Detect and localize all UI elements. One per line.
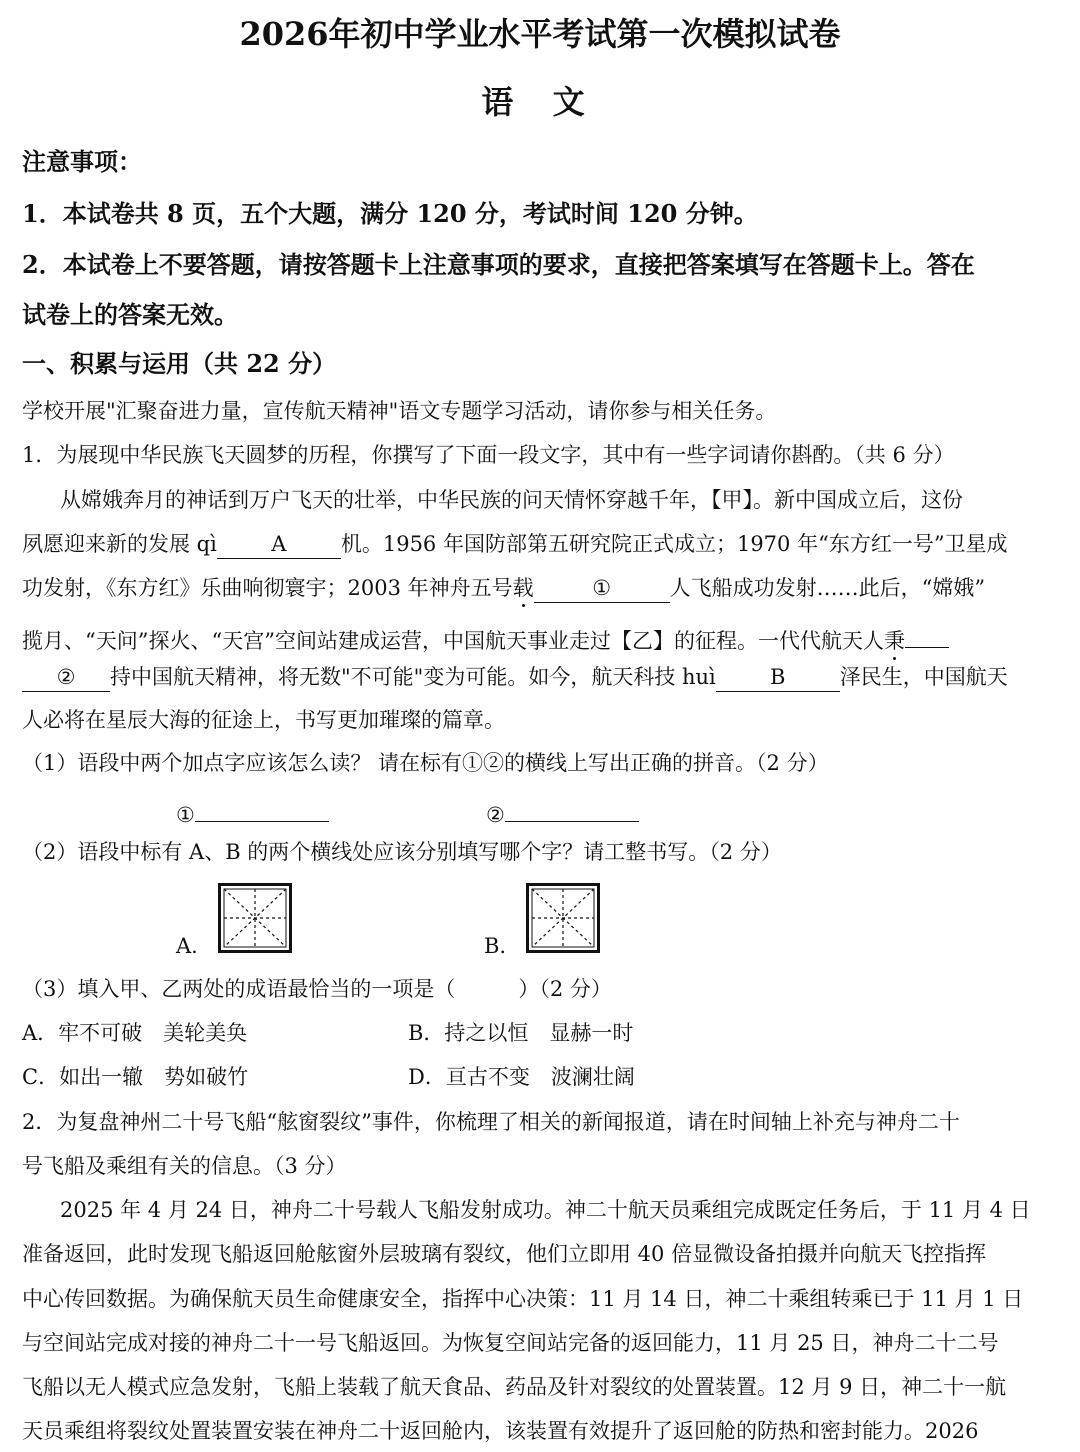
pinyin-blank-1[interactable] <box>195 797 329 822</box>
blank-b[interactable]: B <box>716 667 840 692</box>
dotted-char-zai: 载 <box>512 576 534 600</box>
pinyin-answer-1 <box>176 797 329 826</box>
passage-text: 揽月、“天问”探火、“天宫”空间站建成运营，中国航天事业走过【乙】的征程。一代代航天人 <box>22 629 884 653</box>
section-1-heading: 一、积累与运用（共 22 分） <box>22 349 337 378</box>
answer-label: ① <box>176 803 195 827</box>
passage-line-4 <box>22 623 949 652</box>
blank-2[interactable]: ② <box>22 667 110 692</box>
passage-line-6: 人必将在星辰大海的征途上，书写更加璀璨的篇章。 <box>22 708 505 732</box>
sub-question-3: （3）填入甲、乙两处的成语最恰当的一项是（ ）（2 分） <box>22 977 612 1001</box>
passage-text: 持中国航天精神，将无数"不可能"变为可能。如今，航天科技 huì <box>110 665 716 689</box>
passage-text: 机。1956 年国防部第五研究院正式成立；1970 年“东方红一号”卫星成 <box>340 532 1008 556</box>
writing-grid-b[interactable] <box>526 883 600 953</box>
passage-text: 泽民生，中国航天 <box>839 665 1008 689</box>
news-line-1: 2025 年 4 月 24 日，神舟二十号载人飞船发射成功。神二十航天员乘组完成既定任务后，于 11 月 4 日 <box>60 1198 1031 1222</box>
news-line-3: 中心传回数据。为确保航天员生命健康安全，指挥中心决策：11 月 14 日，神二十乘组转乘已于 11 月 1 日 <box>22 1287 1024 1311</box>
subject-title: 语 文 <box>481 83 599 121</box>
notes-item-2-line-1: 2．本试卷上不要答题，请按答题卡上注意事项的要求，直接把答案填写在答题卡上。答在 <box>22 250 975 279</box>
notes-item-2-line-2: 试卷上的答案无效。 <box>22 300 238 329</box>
news-line-6: 天员乘组将裂纹处置装置安装在神舟二十返回舱内，该装置有效提升了返回舱的防热和密封能力。2026 <box>22 1419 979 1443</box>
passage-line-2 <box>22 534 1008 559</box>
passage-line-3 <box>22 578 985 603</box>
sub-question-1: （1）语段中两个加点字应该怎么读？ 请在标有①②的横线上写出正确的拼音。（2 分） <box>22 751 829 775</box>
news-line-4: 与空间站完成对接的神舟二十一号飞船返回。为恢复空间站完备的返回能力，11 月 25 日，神舟二十二号 <box>22 1331 999 1355</box>
option-b[interactable]: B．持之以恒 显赫一时 <box>408 1021 634 1045</box>
notes-item-1: 1．本试卷共 8 页，五个大题，满分 120 分，考试时间 120 分钟。 <box>22 199 758 228</box>
section-1-intro: 学校开展"汇聚奋进力量，宣传航天精神"语文专题学习活动，请你参与相关任务。 <box>22 399 777 423</box>
answer-label: ② <box>486 803 505 827</box>
question-2-stem-line-2: 号飞船及乘组有关的信息。（3 分） <box>22 1154 347 1178</box>
news-line-5: 飞船以无人模式应急发射，飞船上装载了航天食品、药品及针对裂纹的处置装置。12 月 9 日，神二十一航 <box>22 1375 1007 1399</box>
option-a[interactable]: A．牢不可破 美轮美奂 <box>22 1021 248 1045</box>
passage-text: 人飞船成功发射……此后，“嫦娥” <box>669 576 986 600</box>
writing-grid-a[interactable] <box>218 883 292 953</box>
question-1-stem: 1．为展现中华民族飞天圆梦的历程，你撰写了下面一段文字，其中有一些字词请你斟酌。（共 6 分） <box>22 443 955 467</box>
pinyin-answer-2 <box>486 797 639 826</box>
passage-text: 功发射，《东方红》乐曲响彻寰宇；2003 年神舟五号 <box>22 576 513 600</box>
pinyin-blank-2[interactable] <box>505 797 639 822</box>
grid-label-a: A. <box>176 934 198 958</box>
blank-a[interactable]: A <box>217 534 341 559</box>
blank-2-start[interactable] <box>905 623 949 648</box>
passage-line-1: 从嫦娥奔月的神话到万户飞天的壮举，中华民族的问天情怀穿越千年，【甲】。新中国成立后，这份 <box>60 488 963 512</box>
blank-1[interactable]: ① <box>534 578 670 603</box>
sub-question-2: （2）语段中标有 A、B 的两个横线处应该分别填写哪个字？请工整书写。（2 分） <box>22 840 782 864</box>
grid-label-b: B. <box>484 934 507 958</box>
notes-heading: 注意事项： <box>22 147 142 176</box>
passage-line-5 <box>22 667 1008 692</box>
passage-text: 夙愿迎来新的发展 qì <box>22 532 217 556</box>
dotted-char-bing: 秉 <box>883 629 905 653</box>
option-d[interactable]: D．亘古不变 波澜壮阔 <box>408 1065 635 1089</box>
exam-title: 2026年初中学业水平考试第一次模拟试卷 <box>239 15 841 53</box>
question-2-stem-line-1: 2．为复盘神州二十号飞船“舷窗裂纹”事件，你梳理了相关的新闻报道，请在时间轴上补充与神舟二十 <box>22 1110 960 1134</box>
news-line-2: 准备返回，此时发现飞船返回舱舷窗外层玻璃有裂纹，他们立即用 40 倍显微设备拍摄并向航天飞控指挥 <box>22 1242 987 1266</box>
option-c[interactable]: C．如出一辙 势如破竹 <box>22 1065 249 1089</box>
